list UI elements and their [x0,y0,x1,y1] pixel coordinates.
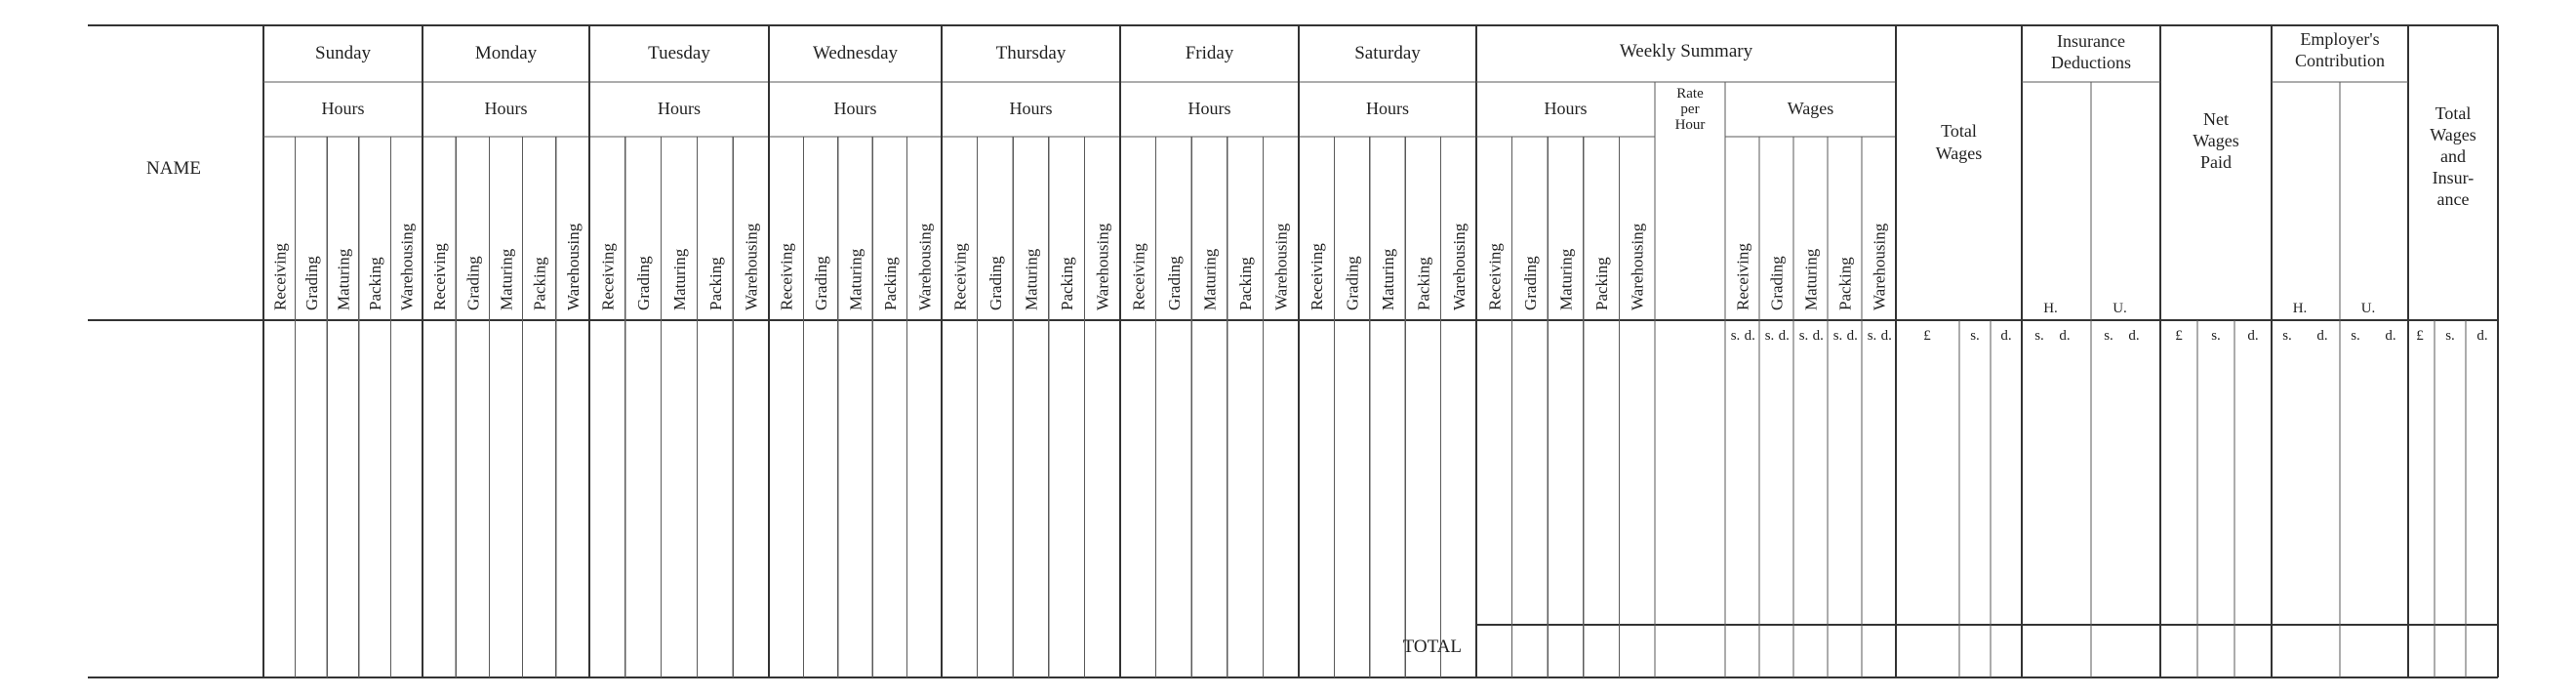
wage-unit-pence: d. [1778,328,1790,344]
wage-unit-shillings: s. [1867,328,1877,344]
summary-wages-activity-label: Receiving [1733,243,1752,310]
employer-h-label: H. [2292,301,2308,316]
insurance-h-label: H. [2043,301,2058,316]
activity-label: Maturing [1022,248,1041,310]
rate-label: per [1680,102,1700,117]
wage-unit-shillings: s. [1832,328,1843,344]
activity-label: Packing [530,257,549,310]
activity-label: Receiving [1129,243,1148,310]
day-header: Saturday [1354,43,1421,63]
activity-label: Receiving [598,243,618,310]
total-wages-insurance-header: and [2440,146,2466,166]
day-hours-label: Hours [658,99,701,118]
insurance-pence-unit: d. [2059,328,2071,344]
activity-label: Maturing [1200,248,1220,310]
pounds-unit: £ [2175,328,2183,344]
activity-label: Receiving [950,243,970,310]
pounds-unit: £ [2416,328,2424,344]
shillings-unit: s. [2211,328,2221,344]
activity-label: Packing [705,257,725,310]
name-header: NAME [146,158,201,179]
summary-hours-activity-label: Grading [1520,256,1540,310]
wage-unit-shillings: s. [1730,328,1741,344]
total-wages-insurance-header: ance [2436,189,2470,209]
rate-label: Rate [1676,86,1704,102]
activity-label: Maturing [1379,248,1397,310]
activity-label: Maturing [846,248,865,310]
activity-label: Receiving [777,243,796,310]
activity-label: Receiving [430,243,450,310]
day-header: Sunday [315,43,371,63]
activity-label: Maturing [334,248,353,310]
total-wages-header: Total [1941,121,1977,141]
activity-label: Packing [1058,257,1077,310]
activity-label: Grading [1343,256,1362,310]
insurance-u-label: U. [2113,301,2127,316]
wage-unit-shillings: s. [1764,328,1775,344]
day-header: Wednesday [812,43,899,63]
summary-wages-activity-label: Warehousing [1870,223,1889,310]
pence-unit: d. [2476,328,2488,344]
summary-wages-activity-label: Maturing [1801,248,1821,310]
net-wages-header: Paid [2199,152,2233,172]
total-wages-insurance-header: Wages [2430,125,2476,144]
insurance-pence-unit: d. [2128,328,2140,344]
summary-wages-activity-label: Packing [1835,257,1855,310]
summary-hours-activity-label: Maturing [1556,248,1576,310]
activity-label: Grading [812,256,831,310]
day-header: Thursday [995,43,1067,63]
net-wages-header: Net [2203,109,2229,129]
pence-unit: d. [2000,328,2012,344]
activity-label: Grading [986,256,1005,310]
summary-wages-activity-label: Grading [1767,256,1787,310]
day-hours-label: Hours [1187,99,1231,118]
wage-unit-pence: d. [1846,328,1858,344]
employer-shillings-unit: s. [2282,328,2292,344]
day-hours-label: Hours [1366,99,1409,118]
activity-label: Warehousing [397,223,417,310]
shillings-unit: s. [2445,328,2455,344]
insurance-shillings-unit: s. [2034,328,2044,344]
total-label: TOTAL [1402,636,1462,657]
employer-header: Employer's [2300,29,2380,49]
insurance-shillings-unit: s. [2104,328,2113,344]
day-hours-label: Hours [321,99,365,118]
total-wages-insurance-header: Insur- [2432,168,2475,187]
activity-label: Packing [880,257,900,310]
activity-label: Packing [1236,257,1256,310]
activity-label: Warehousing [1449,223,1469,310]
activity-label: Grading [634,256,654,310]
shillings-unit: s. [1970,328,1980,344]
activity-label: Grading [1164,256,1184,310]
activity-label: Warehousing [915,223,935,310]
day-header: Tuesday [648,43,710,63]
weekly-summary-header: Weekly Summary [1619,41,1753,62]
activity-label: Maturing [670,248,689,310]
employer-u-label: U. [2360,301,2376,316]
employer-header: Contribution [2294,51,2386,70]
summary-hours-activity-label: Packing [1592,257,1612,310]
summary-hours-label: Hours [1544,99,1588,118]
summary-hours-activity-label: Warehousing [1628,223,1647,310]
activity-label: Grading [302,256,321,310]
activity-label: Warehousing [1093,223,1112,310]
day-hours-label: Hours [484,99,528,118]
activity-label: Grading [463,256,483,310]
form-labels [146,29,2488,657]
insurance-header: Insurance [2057,31,2125,51]
activity-label: Receiving [1308,243,1327,310]
summary-hours-activity-label: Receiving [1485,243,1505,310]
summary-wages-label: Wages [1787,99,1834,118]
total-wages-insurance-header: Total [2435,103,2472,123]
form-grid-lines [88,25,2498,677]
insurance-header: Deductions [2051,53,2131,72]
wage-unit-pence: d. [1812,328,1824,344]
activity-label: Maturing [497,248,516,310]
employer-pence-unit: d. [2316,328,2328,344]
activity-label: Warehousing [742,223,761,310]
day-hours-label: Hours [1009,99,1053,118]
day-header: Friday [1185,43,1234,63]
activity-label: Warehousing [1271,223,1291,310]
activity-label: Packing [1414,257,1433,310]
pounds-unit: £ [1923,328,1931,344]
pence-unit: d. [2247,328,2259,344]
wage-unit-pence: d. [1744,328,1755,344]
activity-label: Packing [366,257,385,310]
employer-shillings-unit: s. [2351,328,2360,344]
day-hours-label: Hours [833,99,877,118]
activity-label: Receiving [270,243,290,310]
day-header: Monday [474,43,538,63]
net-wages-header: Wages [2193,131,2239,150]
total-wages-header: Wages [1935,144,1983,163]
employer-pence-unit: d. [2385,328,2396,344]
rate-label: Hour [1674,117,1706,133]
wage-unit-pence: d. [1880,328,1892,344]
activity-label: Warehousing [563,223,583,310]
wage-unit-shillings: s. [1798,328,1809,344]
